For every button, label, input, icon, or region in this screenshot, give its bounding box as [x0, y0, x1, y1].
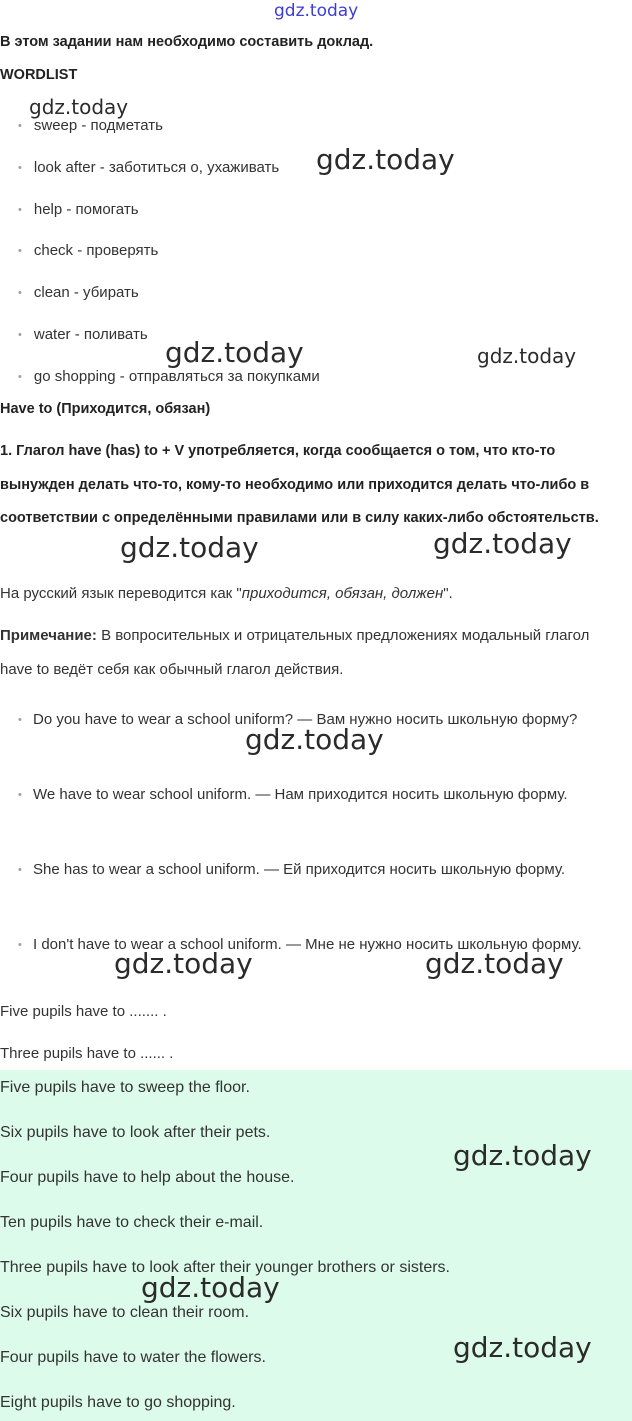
watermark: gdz.today	[114, 947, 253, 980]
answer-line: Four pupils have to water the flowers.	[0, 1349, 266, 1366]
wordlist-item-go-shopping: • go shopping - отправляться за покупками	[18, 368, 320, 385]
watermark: gdz.today	[433, 527, 572, 560]
example-item: • I don't have to wear a school uniform. — Мне не нужно носить школьную форму.	[18, 936, 582, 953]
intro-text: В этом задании нам необходимо составить доклад.	[0, 34, 374, 50]
translation-value: приходится, обязан, должен	[241, 585, 444, 602]
task-line: Five pupils have to ....... .	[0, 1003, 167, 1020]
watermark: gdz.today	[245, 723, 384, 756]
answer-line: Six pupils have to clean their room.	[0, 1304, 250, 1321]
wordlist-title: WORDLIST	[0, 67, 78, 83]
watermark: gdz.today	[29, 95, 129, 119]
watermark: gdz.today	[120, 531, 259, 564]
example-item: • Do you have to wear a school uniform? — Вам нужно носить школьную форму?	[18, 711, 578, 728]
note	[0, 619, 620, 686]
answer-line: Six pupils have to look after their pets.	[0, 1124, 271, 1141]
example-item: • We have to wear school uniform. — Нам приходится носить школьную форму.	[18, 786, 568, 803]
wordlist-item-sweep: • sweep - подметать	[18, 117, 163, 134]
watermark: gdz.today	[453, 1331, 592, 1364]
wordlist-item-look-after: • look after - заботиться о, ухаживать	[18, 159, 279, 176]
watermark: gdz.today	[425, 947, 564, 980]
note-label: Примечание:	[0, 627, 97, 644]
answer-line: Three pupils have to look after their younger brothers or sisters.	[0, 1259, 450, 1276]
wordlist-item-clean: • clean - убирать	[18, 284, 139, 301]
grammar-heading: Have to (Приходится, обязан)	[0, 401, 211, 417]
example-item: • She has to wear a school uniform. — Ей приходится носить школьную форму.	[18, 861, 566, 878]
wordlist-item-help: • help - помогать	[18, 201, 139, 218]
answer-line: Five pupils have to sweep the floor.	[0, 1079, 250, 1096]
watermark: gdz.today	[453, 1139, 592, 1172]
wordlist-item-check: • check - проверять	[18, 242, 158, 259]
answer-line: Ten pupils have to check their e-mail.	[0, 1214, 264, 1231]
watermark: gdz.today	[165, 336, 304, 369]
note-text: В вопросительных и отрицательных предложениях модальный глагол have to ведёт себя как обычный глагол действия.	[0, 627, 590, 678]
watermark-top: gdz.today	[274, 1, 359, 21]
task-line: Three pupils have to ...... .	[0, 1045, 174, 1062]
grammar-rule: 1. Глагол have (has) to + V употребляется, когда сообщается о том, что кто-то вынужден делать что-то, кому-то необходимо или приходится делать что-либо в соответствии с определёнными правилами или в силу каких-либо обстоятельств.	[0, 443, 599, 526]
watermark: gdz.today	[316, 143, 455, 176]
watermark: gdz.today	[141, 1271, 280, 1304]
answer-line: Four pupils have to help about the house.	[0, 1169, 295, 1186]
watermark: gdz.today	[477, 344, 577, 368]
translation-line: На русский язык переводится как "приходится, обязан, должен".	[0, 585, 453, 602]
answer-line: Eight pupils have to go shopping.	[0, 1394, 236, 1411]
wordlist-item-water: • water - поливать	[18, 326, 148, 343]
answers-block	[0, 1070, 632, 1421]
